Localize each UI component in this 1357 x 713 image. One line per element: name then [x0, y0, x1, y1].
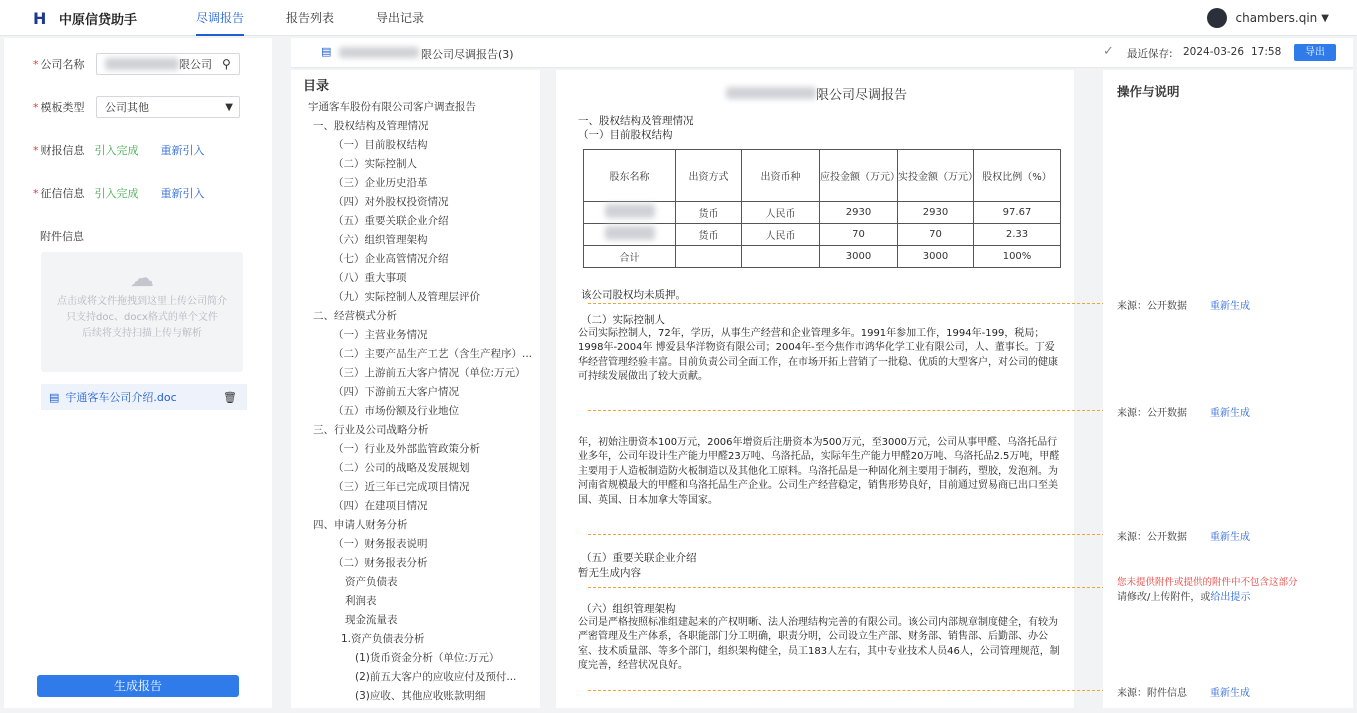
pledge-note: 该公司股权均未质押。 [581, 289, 686, 301]
toc-item[interactable]: （二）财务报表分析 [333, 557, 428, 569]
toc-item[interactable]: （三）上游前五大客户情况（单位:万元） [333, 367, 526, 379]
document-header [291, 38, 1353, 68]
toc-item[interactable]: （四）在建项目情况 [333, 500, 428, 512]
toc-item[interactable]: 四、申请人财务分析 [313, 519, 408, 531]
company-label: 公司名称 [40, 58, 85, 71]
regenerate-link[interactable]: 重新生成 [1210, 408, 1250, 419]
credit-row: * 征信信息 引入完成 重新引入 [33, 186, 205, 200]
doc-file-icon: ▤ [49, 390, 60, 404]
toc-item[interactable]: （二）主要产品生产工艺（含生产程序）... [333, 348, 533, 360]
subsection-equity: （一）目前股权结构 [578, 129, 673, 141]
upload-hint-3: 后续将支持扫描上传与解析 [82, 328, 202, 339]
section-heading-1: 一、股权结构及管理情况 [578, 115, 694, 127]
toc-item[interactable]: （二）公司的战略及发展规划 [333, 462, 470, 474]
source-label: 来源：公开数据 [1117, 408, 1187, 419]
toc-item[interactable]: （九）实际控制人及管理层评价 [333, 291, 480, 303]
th-ratio: 股权比例（%） [974, 150, 1061, 202]
toc-item[interactable]: 三、行业及公司战略分析 [313, 424, 429, 436]
no-content-note: 暂无生成内容 [578, 567, 641, 579]
main-nav [196, 0, 466, 36]
company-suffix: 限公司 [179, 58, 212, 71]
section-divider [588, 587, 1110, 588]
toc-item[interactable]: （六）组织管理架构 [333, 234, 428, 246]
subsection-related-companies: （五）重要关联企业介绍 [581, 552, 697, 564]
doc-file-icon: ▤ [321, 45, 332, 58]
template-row: * 模板类型 [33, 96, 97, 118]
report-title: 限公司尽调报告 [726, 84, 907, 103]
regenerate-link[interactable]: 重新生成 [1210, 532, 1250, 543]
logo [33, 9, 137, 28]
toc-item[interactable]: （四）对外股权投资情况 [333, 196, 449, 208]
table-header-row [584, 150, 1061, 202]
regenerate-link[interactable]: 重新生成 [1210, 301, 1250, 312]
section-divider [588, 410, 1110, 411]
nav-due-diligence[interactable]: 尽调报告 [196, 0, 244, 36]
user-name: chambers.qin [1235, 11, 1318, 25]
last-saved-label: 最近保存: [1127, 48, 1173, 60]
toc-item[interactable]: （三）近三年已完成项目情况 [333, 481, 470, 493]
source-label: 来源：公开数据 [1117, 301, 1187, 312]
toc-item[interactable]: （一）行业及外部监管政策分析 [333, 443, 480, 455]
blurred-doc-title [339, 47, 419, 58]
subsection-org-structure: （六）组织管理架构 [581, 603, 676, 615]
report-document [556, 70, 1074, 708]
template-select[interactable] [96, 96, 240, 118]
section-divider [588, 303, 1110, 304]
doc-title: 限公司尽调报告(3) [421, 48, 514, 61]
toc-item[interactable]: (1)货币资金分析（单位:万元） [355, 652, 500, 664]
equity-table [583, 149, 1061, 268]
toc-item[interactable]: (3)应收、其他应收账款明细 [355, 690, 486, 702]
table-total-row: 合计 3000 3000 100% [584, 246, 1061, 268]
th-subscribed: 应投金额（万元） [820, 150, 898, 202]
org-paragraph: 公司是严格按照标准组建起来的产权明晰、法人治理结构完善的有限公司。该公司内部规章制度健全，有较为严密管理及生产体系，各职能部门分工明确，职责分明，公司设立生产部、财务部、销售部、后勤部、办公室、技术质量部、等多个部门，组织架构健全，员工183人左右，其中专业技术人员46人，公司管理规范，制度完善，经营状况良好。 [578, 617, 1060, 672]
th-method: 出资方式 [676, 150, 742, 202]
toc-item[interactable]: 资产负债表 [345, 576, 398, 588]
company-input[interactable] [96, 53, 240, 75]
toc-item[interactable]: （三）企业历史沿革 [333, 177, 428, 189]
toc-item[interactable]: 现金流量表 [345, 614, 398, 626]
toc-item[interactable]: 利润表 [345, 595, 377, 607]
toc-item[interactable]: 一、股权结构及管理情况 [313, 120, 429, 132]
last-saved-date: 2024-03-26 [1183, 46, 1245, 58]
toc-item[interactable]: (2)前五大客户的应收应付及预付... [355, 671, 517, 683]
table-row: 货币 人民币 70 70 2.33 [584, 224, 1061, 246]
trash-icon[interactable]: 🗑 [223, 390, 237, 404]
app-name: 中原信贷助手 [59, 13, 138, 28]
source-label: 来源：公开数据 [1117, 532, 1187, 543]
generate-report-button[interactable]: 生成报告 [37, 675, 239, 697]
credit-label: 征信信息 [40, 187, 85, 200]
toc-item[interactable]: （八）重大事项 [333, 272, 407, 284]
toc-item[interactable]: （一）主营业务情况 [333, 329, 428, 341]
toc-title: 目录 [303, 79, 330, 94]
credit-status: 引入完成 [94, 187, 139, 200]
template-value: 公司其他 [105, 101, 149, 114]
top-bar [0, 0, 1357, 36]
check-circle-icon: ✓ [1103, 44, 1114, 59]
attachment-hint: 请修改/上传附件，或给出提示 [1117, 592, 1251, 603]
toc-item[interactable]: （一）财务报表说明 [333, 538, 428, 550]
toc-item[interactable]: （五）重要关联企业介绍 [333, 215, 449, 227]
caret-down-icon: ▼ [225, 101, 233, 113]
file-name: 宇通客车公司介绍.doc [65, 391, 177, 404]
th-paid: 实投金额（万元） [898, 150, 974, 202]
operations-panel [1103, 70, 1353, 708]
attach-label: 附件信息 [40, 230, 84, 243]
template-label: 模板类型 [40, 101, 85, 114]
export-button[interactable]: 导出 [1294, 44, 1336, 61]
toc-item[interactable]: 宇通客车股份有限公司客户调查报告 [308, 101, 476, 113]
th-currency: 出资币种 [742, 150, 820, 202]
subsection-controller: （二）实际控制人 [581, 314, 665, 326]
finance-label: 财报信息 [40, 144, 85, 157]
search-icon[interactable]: ⚲ [222, 57, 231, 71]
section-divider [588, 534, 1110, 535]
toc-item[interactable]: （五）市场份额及行业地位 [333, 405, 459, 417]
attached-file[interactable] [41, 384, 247, 410]
toc-item[interactable]: （一）目前股权结构 [333, 139, 428, 151]
avatar [1207, 8, 1227, 28]
cloud-upload-icon: ☁ [130, 264, 154, 292]
controller-paragraph: 公司实际控制人，72年，学历，从事生产经营和企业管理多年。1991年参加工作，1994年-199，税局；1998年-2004年 博爱县华洋物资有限公司；2004年-至今焦作市鸿华化学工业有限公司，人、董事长。丁爱华经营管理经验丰富。目前负责公司全面工作，在市场开拓上营销了一批稳、优质的大型客户，对公司的健康可持续发展做出了较大贡献。 [578, 328, 1058, 383]
upload-hint-2: 只支持doc、docx格式的单个文件 [66, 312, 218, 323]
toc-item[interactable]: 1.资产负债表分析 [341, 633, 425, 645]
last-saved-time: 17:58 [1251, 46, 1282, 58]
toc-item[interactable]: （七）企业高管情况介绍 [333, 253, 449, 265]
give-hint-link[interactable]: 给出提示 [1210, 592, 1251, 603]
operations-title: 操作与说明 [1117, 84, 1180, 99]
company-row: * 公司名称 [33, 53, 97, 75]
blurred-company-name [105, 58, 179, 70]
th-shareholder: 股东名称 [584, 150, 676, 202]
user-menu[interactable] [1207, 8, 1329, 28]
toc-item[interactable]: （二）实际控制人 [333, 158, 417, 170]
toc-item[interactable]: （四）下游前五大客户情况 [333, 386, 459, 398]
missing-attachment-warning: 您未提供附件或提供的附件中不包含这部分 [1117, 577, 1298, 588]
upload-hint-1: 点击或将文件拖拽到这里上传公司简介 [57, 296, 227, 307]
finance-reimport-link[interactable]: 重新引入 [160, 144, 205, 157]
source-label: 来源：附件信息 [1117, 688, 1187, 699]
table-of-contents [291, 70, 540, 708]
nav-report-list[interactable]: 报告列表 [286, 11, 335, 25]
toc-item[interactable]: 二、经营模式分析 [313, 310, 397, 322]
regenerate-link[interactable]: 重新生成 [1210, 688, 1250, 699]
left-panel [4, 38, 272, 708]
history-paragraph: 年，初始注册资本100万元，2006年增资后注册资本为500万元，至3000万元，公司从事甲醛、乌洛托品行业多年，公司年设计生产能力甲醛23万吨、乌洛托品，实际年生产能力甲醛20万吨、乌洛托品2.5万吨，甲醛主要用于人造板制造防火板制造以及其他化工原料。乌洛托品是一种固化剂主要用于制药，塑胶，发泡剂。为河南省规模最大的甲醛和乌洛托品生产企业。公司生产经营稳定，销售形势良好，目前通过贸易商已出口至美国、英国、日本加拿大等国家。 [578, 437, 1060, 506]
upload-dropzone[interactable] [41, 252, 243, 372]
finance-status: 引入完成 [94, 144, 139, 157]
logo-icon: H [33, 8, 47, 28]
table-row: 货币 人民币 2930 2930 97.67 [584, 202, 1061, 224]
section-divider [588, 690, 1110, 691]
nav-export-records[interactable]: 导出记录 [376, 11, 425, 25]
chevron-down-icon: ▼ [1321, 12, 1329, 24]
credit-reimport-link[interactable]: 重新引入 [160, 187, 205, 200]
finance-row: * 财报信息 引入完成 重新引入 [33, 143, 205, 157]
